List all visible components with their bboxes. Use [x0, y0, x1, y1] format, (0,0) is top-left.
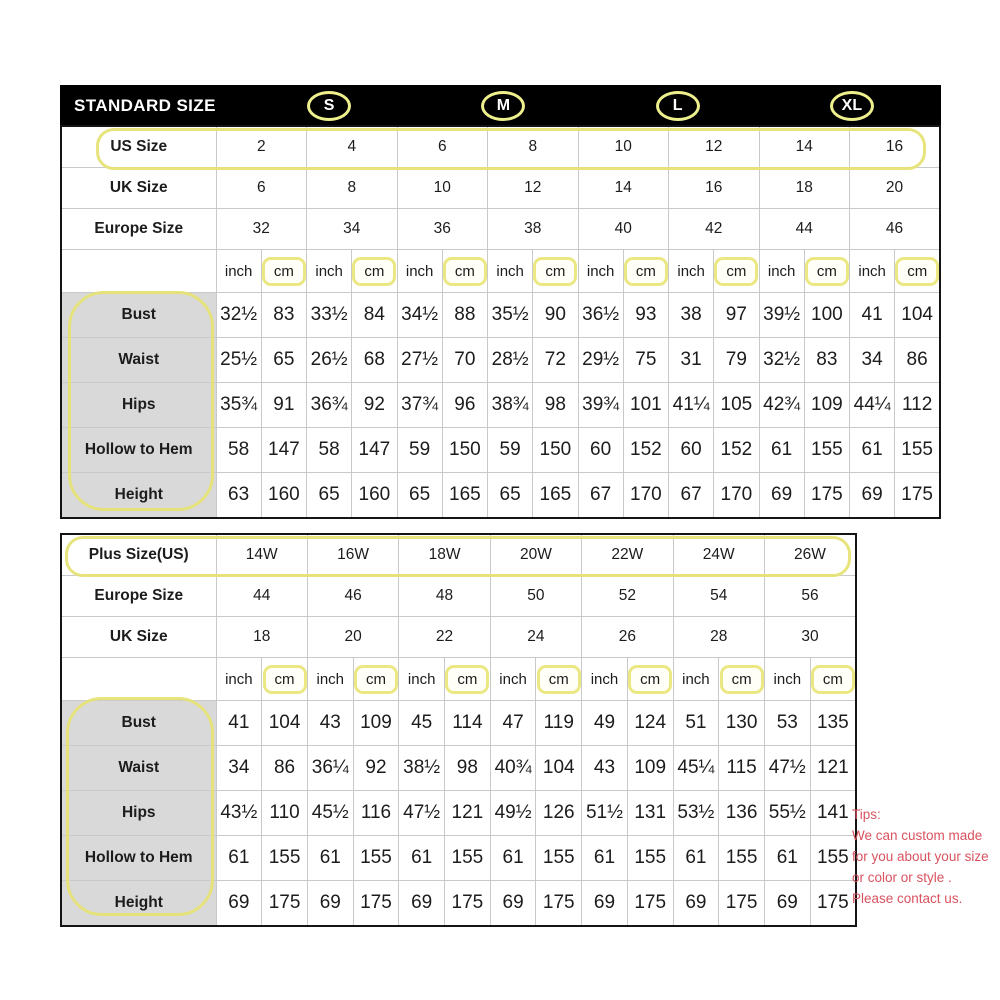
size-cell: 8: [307, 168, 398, 209]
size-cell: 42: [669, 209, 760, 250]
measure-cell: 34: [216, 746, 262, 791]
measure-row: [61, 701, 856, 746]
measure-cell: 155: [262, 836, 308, 881]
measure-cell: 170: [623, 473, 668, 519]
size-cell: 54: [673, 576, 764, 617]
cm-unit-cell: [895, 250, 940, 293]
cm-unit-cell: [714, 250, 759, 293]
inch-unit-cell: inch: [397, 250, 442, 293]
measure-cell: 88: [442, 293, 487, 338]
measure-cell: 43: [582, 746, 628, 791]
cm-highlight-box: cm: [714, 257, 758, 286]
measure-cell: 83: [804, 338, 849, 383]
tips-line: Please contact us.: [852, 891, 963, 907]
row-label: Hollow to Hem: [61, 836, 216, 881]
measure-cell: 97: [714, 293, 759, 338]
measure-cell: 61: [850, 428, 895, 473]
measure-cell: 65: [307, 473, 352, 519]
measure-cell: 130: [719, 701, 765, 746]
measure-cell: 49: [582, 701, 628, 746]
row-label: Hips: [61, 791, 216, 836]
inch-unit-cell: inch: [307, 658, 353, 701]
size-cell: 26: [582, 617, 673, 658]
measure-cell: 124: [627, 701, 673, 746]
measure-cell: 58: [216, 428, 261, 473]
cm-highlight-box: cm: [352, 257, 396, 286]
measure-cell: 175: [262, 881, 308, 927]
size-cell: 18: [216, 617, 307, 658]
cm-highlight-box: cm: [354, 665, 398, 694]
measure-cell: 60: [578, 428, 623, 473]
plus-size-table: [60, 533, 857, 927]
standard-size-title: STANDARD SIZE: [74, 96, 216, 115]
cm-unit-cell: [262, 658, 308, 701]
row-label: Europe Size: [61, 209, 216, 250]
measure-cell: 116: [353, 791, 399, 836]
measure-cell: 121: [445, 791, 491, 836]
cm-unit-cell: [352, 250, 397, 293]
size-cell: 46: [850, 209, 941, 250]
measure-cell: 175: [353, 881, 399, 927]
measure-cell: 175: [810, 881, 856, 927]
measure-cell: 131: [627, 791, 673, 836]
measure-cell: 63: [216, 473, 261, 519]
size-zone-s: [242, 91, 416, 121]
measure-cell: 32½: [216, 293, 261, 338]
measure-cell: 175: [804, 473, 849, 519]
measure-cell: 53½: [673, 791, 719, 836]
measure-cell: 51½: [582, 791, 628, 836]
size-row: [61, 126, 940, 168]
measure-row: [61, 791, 856, 836]
cm-unit-cell: [627, 658, 673, 701]
inch-unit-cell: inch: [216, 658, 262, 701]
size-cell: 52: [582, 576, 673, 617]
measure-cell: 155: [810, 836, 856, 881]
measure-cell: 35¾: [216, 383, 261, 428]
measure-cell: 92: [352, 383, 397, 428]
measure-cell: 61: [216, 836, 262, 881]
size-cell: 10: [578, 126, 669, 168]
measure-cell: 86: [895, 338, 940, 383]
measure-cell: 104: [262, 701, 308, 746]
measure-cell: 32½: [759, 338, 804, 383]
size-ellipse-xl: XL: [830, 91, 874, 121]
size-cell: 4: [307, 126, 398, 168]
inch-unit-cell: inch: [399, 658, 445, 701]
row-label: UK Size: [61, 168, 216, 209]
measure-cell: 38½: [399, 746, 445, 791]
row-label: Bust: [61, 701, 216, 746]
measure-cell: 61: [759, 428, 804, 473]
measure-cell: 155: [353, 836, 399, 881]
measure-cell: 101: [623, 383, 668, 428]
measure-cell: 59: [488, 428, 533, 473]
cm-highlight-box: cm: [533, 257, 577, 286]
measure-cell: 45½: [307, 791, 353, 836]
measure-cell: 165: [442, 473, 487, 519]
measure-cell: 155: [895, 428, 940, 473]
measure-cell: 150: [533, 428, 578, 473]
row-label: UK Size: [61, 617, 216, 658]
measure-cell: 105: [714, 383, 759, 428]
measure-row: [61, 383, 940, 428]
standard-size-table: [60, 125, 941, 519]
size-cell: 14W: [216, 534, 307, 576]
measure-cell: 47½: [399, 791, 445, 836]
measure-cell: 41¼: [669, 383, 714, 428]
cm-highlight-box: cm: [805, 257, 849, 286]
size-row: [61, 534, 856, 576]
cm-unit-cell: [804, 250, 849, 293]
inch-unit-cell: inch: [673, 658, 719, 701]
measure-cell: 49½: [490, 791, 536, 836]
size-cell: 18: [759, 168, 850, 209]
measure-cell: 90: [533, 293, 578, 338]
size-row: [61, 576, 856, 617]
cm-highlight-box: cm: [443, 257, 487, 286]
tips-line: or color or style .: [852, 870, 952, 886]
measure-cell: 39¾: [578, 383, 623, 428]
measure-cell: 175: [719, 881, 765, 927]
measure-cell: 83: [261, 293, 306, 338]
size-cell: 24W: [673, 534, 764, 576]
cm-unit-cell: [261, 250, 306, 293]
cm-highlight-box: cm: [895, 257, 939, 286]
measure-cell: 44¼: [850, 383, 895, 428]
row-label: Hollow to Hem: [61, 428, 216, 473]
measure-cell: 96: [442, 383, 487, 428]
measure-cell: 67: [669, 473, 714, 519]
measure-cell: 155: [536, 836, 582, 881]
size-row: [61, 617, 856, 658]
cm-unit-cell: [442, 250, 487, 293]
cm-highlight-box: cm: [445, 665, 489, 694]
measure-cell: 40¾: [490, 746, 536, 791]
measure-cell: 114: [445, 701, 491, 746]
measure-cell: 109: [353, 701, 399, 746]
inch-unit-cell: inch: [216, 250, 261, 293]
tips-line: for you about your size: [852, 849, 989, 865]
measure-cell: 69: [759, 473, 804, 519]
inch-unit-cell: inch: [669, 250, 714, 293]
cm-unit-cell: [533, 250, 578, 293]
measure-cell: 115: [719, 746, 765, 791]
measure-cell: 25½: [216, 338, 261, 383]
measure-cell: 45: [399, 701, 445, 746]
size-cell: 30: [764, 617, 856, 658]
size-cell: 12: [488, 168, 579, 209]
size-cell: 14: [759, 126, 850, 168]
size-cell: 46: [307, 576, 398, 617]
cm-highlight-box: cm: [720, 665, 764, 694]
cm-highlight-box: cm: [624, 257, 668, 286]
unit-row: [61, 250, 940, 293]
inch-unit-cell: inch: [764, 658, 810, 701]
measure-cell: 28½: [488, 338, 533, 383]
measure-cell: 43½: [216, 791, 262, 836]
size-ellipse-l: L: [656, 91, 700, 121]
measure-cell: 135: [810, 701, 856, 746]
measure-cell: 43: [307, 701, 353, 746]
measure-cell: 36¼: [307, 746, 353, 791]
measure-row: [61, 746, 856, 791]
measure-cell: 47: [490, 701, 536, 746]
measure-cell: 147: [352, 428, 397, 473]
measure-cell: 136: [719, 791, 765, 836]
standard-size-header-bar: [60, 85, 941, 125]
measure-cell: 109: [627, 746, 673, 791]
cm-unit-cell: [810, 658, 856, 701]
size-cell: 34: [307, 209, 398, 250]
measure-cell: 175: [895, 473, 940, 519]
measure-cell: 86: [262, 746, 308, 791]
measure-cell: 65: [261, 338, 306, 383]
measure-cell: 69: [216, 881, 262, 927]
cm-highlight-box: cm: [811, 665, 855, 694]
measure-cell: 34½: [397, 293, 442, 338]
size-cell: 50: [490, 576, 581, 617]
row-label: Plus Size(US): [61, 534, 216, 576]
measure-cell: 42¾: [759, 383, 804, 428]
measure-cell: 152: [623, 428, 668, 473]
cm-highlight-box: cm: [537, 665, 581, 694]
measure-cell: 61: [582, 836, 628, 881]
measure-cell: 104: [536, 746, 582, 791]
size-cell: 20: [307, 617, 398, 658]
inch-unit-cell: inch: [759, 250, 804, 293]
standard-size-section: [60, 85, 941, 519]
size-cell: 26W: [764, 534, 856, 576]
size-cell: 28: [673, 617, 764, 658]
inch-unit-cell: inch: [850, 250, 895, 293]
cm-highlight-box: cm: [262, 257, 306, 286]
measure-cell: 38¾: [488, 383, 533, 428]
measure-cell: 39½: [759, 293, 804, 338]
row-label: Height: [61, 881, 216, 927]
unit-row: [61, 658, 856, 701]
cm-unit-cell: [623, 250, 668, 293]
measure-cell: 69: [490, 881, 536, 927]
row-label: Height: [61, 473, 216, 519]
measure-cell: 104: [895, 293, 940, 338]
measure-cell: 92: [353, 746, 399, 791]
measure-cell: 36¾: [307, 383, 352, 428]
size-cell: 36: [397, 209, 488, 250]
measure-cell: 155: [719, 836, 765, 881]
measure-cell: 37¾: [397, 383, 442, 428]
size-cell: 16W: [307, 534, 398, 576]
size-ellipse-m: M: [481, 91, 525, 121]
size-zone-m: [416, 91, 590, 121]
size-cell: 12: [669, 126, 760, 168]
measure-cell: 59: [397, 428, 442, 473]
measure-cell: 109: [804, 383, 849, 428]
measure-cell: 31: [669, 338, 714, 383]
size-cell: 22W: [582, 534, 673, 576]
size-cell: 16: [850, 126, 941, 168]
measure-cell: 26½: [307, 338, 352, 383]
row-label: US Size: [61, 126, 216, 168]
size-cell: 32: [216, 209, 307, 250]
size-cell: 48: [399, 576, 490, 617]
measure-cell: 69: [673, 881, 719, 927]
measure-cell: 41: [850, 293, 895, 338]
measure-cell: 53: [764, 701, 810, 746]
measure-cell: 160: [261, 473, 306, 519]
measure-cell: 69: [764, 881, 810, 927]
row-label: Hips: [61, 383, 216, 428]
measure-cell: 65: [488, 473, 533, 519]
measure-cell: 61: [490, 836, 536, 881]
measure-cell: 33½: [307, 293, 352, 338]
inch-unit-cell: inch: [490, 658, 536, 701]
measure-cell: 67: [578, 473, 623, 519]
measure-cell: 51: [673, 701, 719, 746]
measure-cell: 69: [582, 881, 628, 927]
measure-cell: 60: [669, 428, 714, 473]
inch-unit-cell: inch: [578, 250, 623, 293]
measure-cell: 165: [533, 473, 578, 519]
row-label: Europe Size: [61, 576, 216, 617]
row-label: Waist: [61, 338, 216, 383]
size-zone-xl: [765, 91, 939, 121]
cm-highlight-box: cm: [628, 665, 672, 694]
size-cell: 2: [216, 126, 307, 168]
measure-cell: 72: [533, 338, 578, 383]
size-cell: 44: [759, 209, 850, 250]
measure-cell: 69: [307, 881, 353, 927]
measure-cell: 36½: [578, 293, 623, 338]
measure-cell: 29½: [578, 338, 623, 383]
measure-cell: 68: [352, 338, 397, 383]
measure-cell: 155: [445, 836, 491, 881]
measure-row: [61, 293, 940, 338]
measure-cell: 35½: [488, 293, 533, 338]
inch-unit-cell: inch: [582, 658, 628, 701]
measure-cell: 121: [810, 746, 856, 791]
measure-cell: 150: [442, 428, 487, 473]
measure-cell: 152: [714, 428, 759, 473]
measure-row: [61, 338, 940, 383]
size-cell: 14: [578, 168, 669, 209]
cm-unit-cell: [536, 658, 582, 701]
measure-cell: 69: [399, 881, 445, 927]
measure-cell: 47½: [764, 746, 810, 791]
measure-cell: 61: [307, 836, 353, 881]
measure-cell: 155: [627, 836, 673, 881]
size-cell: 8: [488, 126, 579, 168]
measure-cell: 84: [352, 293, 397, 338]
size-zone-l: [591, 91, 765, 121]
measure-cell: 110: [262, 791, 308, 836]
inch-unit-cell: inch: [307, 250, 352, 293]
measure-cell: 79: [714, 338, 759, 383]
plus-size-section: [60, 533, 857, 927]
measure-cell: 61: [764, 836, 810, 881]
cm-unit-cell: [445, 658, 491, 701]
tips-title: Tips:: [852, 807, 881, 822]
measure-cell: 27½: [397, 338, 442, 383]
measure-row: [61, 428, 940, 473]
measure-cell: 155: [804, 428, 849, 473]
size-cell: 24: [490, 617, 581, 658]
size-cell: 10: [397, 168, 488, 209]
measure-cell: 160: [352, 473, 397, 519]
measure-cell: 175: [445, 881, 491, 927]
measure-cell: 175: [627, 881, 673, 927]
measure-row: [61, 881, 856, 927]
measure-cell: 65: [397, 473, 442, 519]
measure-row: [61, 473, 940, 519]
cm-highlight-box: cm: [263, 665, 307, 694]
measure-cell: 61: [399, 836, 445, 881]
size-row: [61, 168, 940, 209]
measure-cell: 119: [536, 701, 582, 746]
measure-cell: 91: [261, 383, 306, 428]
row-label: Waist: [61, 746, 216, 791]
custom-made-tips: [852, 804, 998, 909]
size-cell: 20W: [490, 534, 581, 576]
measure-cell: 141: [810, 791, 856, 836]
inch-unit-cell: inch: [488, 250, 533, 293]
measure-row: [61, 836, 856, 881]
size-cell: 56: [764, 576, 856, 617]
unit-row-blank: [61, 250, 216, 293]
cm-unit-cell: [719, 658, 765, 701]
tips-line: We can custom made: [852, 828, 983, 844]
measure-cell: 55½: [764, 791, 810, 836]
measure-cell: 61: [673, 836, 719, 881]
size-cell: 38: [488, 209, 579, 250]
size-cell: 6: [397, 126, 488, 168]
measure-cell: 58: [307, 428, 352, 473]
size-cell: 18W: [399, 534, 490, 576]
measure-cell: 70: [442, 338, 487, 383]
measure-cell: 170: [714, 473, 759, 519]
size-ellipse-s: S: [307, 91, 351, 121]
measure-cell: 98: [445, 746, 491, 791]
size-cell: 44: [216, 576, 307, 617]
row-label: Bust: [61, 293, 216, 338]
size-cell: 40: [578, 209, 669, 250]
size-row: [61, 209, 940, 250]
size-cell: 6: [216, 168, 307, 209]
size-cell: 16: [669, 168, 760, 209]
unit-row-blank: [61, 658, 216, 701]
size-cell: 22: [399, 617, 490, 658]
measure-cell: 45¼: [673, 746, 719, 791]
measure-cell: 75: [623, 338, 668, 383]
measure-cell: 69: [850, 473, 895, 519]
measure-cell: 38: [669, 293, 714, 338]
measure-cell: 112: [895, 383, 940, 428]
measure-cell: 34: [850, 338, 895, 383]
measure-cell: 175: [536, 881, 582, 927]
measure-cell: 93: [623, 293, 668, 338]
measure-cell: 126: [536, 791, 582, 836]
cm-unit-cell: [353, 658, 399, 701]
measure-cell: 147: [261, 428, 306, 473]
size-cell: 20: [850, 168, 941, 209]
measure-cell: 100: [804, 293, 849, 338]
measure-cell: 41: [216, 701, 262, 746]
measure-cell: 98: [533, 383, 578, 428]
